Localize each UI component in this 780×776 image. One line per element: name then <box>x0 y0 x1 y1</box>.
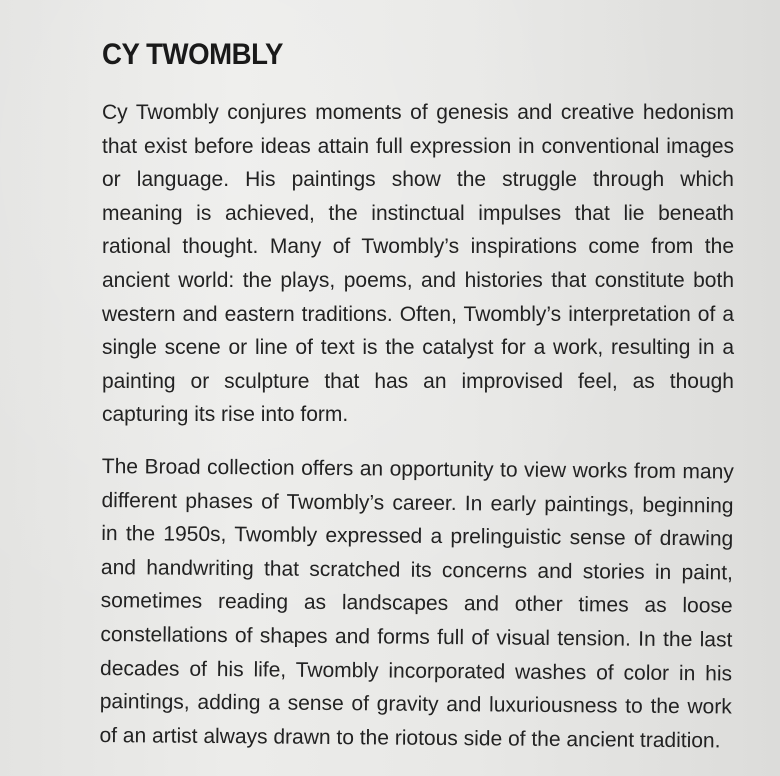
placard-paragraph-1: Cy Twombly conjures moments of genesis and creative hedonism that exist before ideas attain full expression in conventional images or language. His paintings show the struggle through which meaning is achieved, the instinctual impulses that lie beneath rational thought. Many of Twombly’s inspirations come from the ancient world: the plays, poems, and histories that constitute both western and eastern traditions. Often, Twombly’s interpretation of a single scene or line of text is the catalyst for a work, resulting in a painting or sculpture that has an improvised feel, as though capturing its rise into form. <box>102 101 734 427</box>
placard-paragraph-2: The Broad collection offers an opportunity to view works from many different phases of Twombly’s career. In early paintings, beginning in the 1950s, Twombly expressed a prelinguistic sense of drawing and handwriting that scratched its concerns and stories in paint, sometimes reading as landscapes and other times as loose constellations of shapes and forms full of visual tension. In the last decades of his life, Twombly incorporated washes of color in his paintings, adding a sense of gravity and luxuriousness to the work of an artist always drawn to the riotous side of the ancient tradition. <box>99 454 734 753</box>
placard-text-block <box>99 38 734 770</box>
placard-title: CY TWOMBLY <box>102 38 283 71</box>
